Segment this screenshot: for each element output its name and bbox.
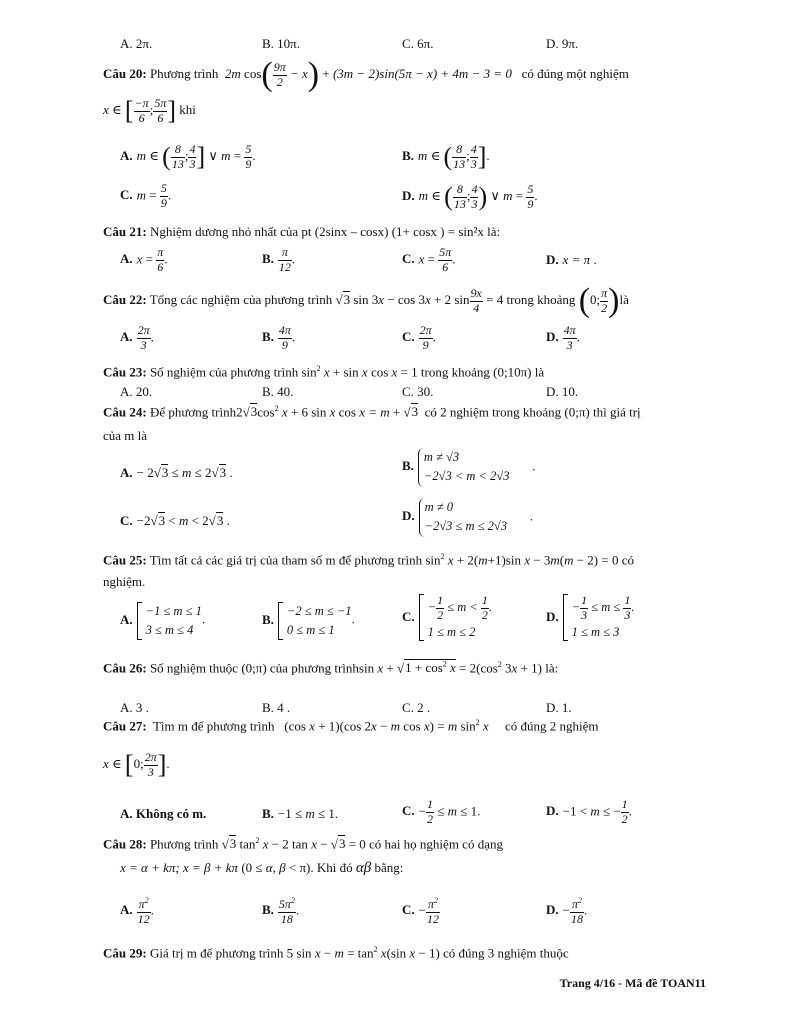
q28-option-c: C. − $\frac{\pi^2}{12}$: [402, 896, 439, 926]
question-29: Câu 29: Giá trị m để phương trình 5 $\sin x - m = \tan^2 x(\sin$ x − 1) có đúng 3 nghiệm thuộc: [103, 945, 569, 961]
q27-option-c: C. − $\frac{1}{2}$ ≤ m ≤ 1.: [402, 797, 481, 826]
q22-option-c: C. $\frac{2\pi}{9}$ .: [402, 323, 436, 352]
q21-option-c: C. x = $\frac{5\pi}{6}$ .: [402, 245, 456, 274]
q26-option-b: B. 4 .: [262, 700, 291, 715]
question-27-domain: x ∈ [0; $\frac{2\pi}{3}$ ].: [103, 749, 170, 779]
page-footer: Trang 4/16 - Mã đề TOAN11: [559, 976, 706, 990]
q24-option-d: D. m ≠ 0 −2√3 ≤ m ≤ 2√3 .: [402, 498, 533, 537]
q20-option-a: A. m ∈ ( $\frac{8}{13}$ ; $\frac{4}{3}$ ] ∨ m = $\frac{5}{9}$ .: [120, 141, 256, 171]
q21-option-a: A. x = $\frac{\pi}{6}$ .: [120, 245, 168, 274]
q20-option-b: B. m ∈ ( $\frac{8}{13}$ ; $\frac{4}{3}$ ].: [402, 141, 490, 171]
q27-option-b: B. −1 ≤ m ≤ 1.: [262, 806, 339, 821]
q21-option-d: D. x = π .: [546, 252, 597, 267]
q24-option-b: B. m ≠ √3 −2√3 < m < 2√3 .: [402, 448, 535, 487]
q23-option-b: B. 40.: [262, 384, 294, 399]
option-c: C. 6π.: [402, 36, 434, 51]
q25-option-c: C. − $\frac{1}{2}$ ≤ m < $\frac{1}{2}$ . 1 ≤ m ≤ 2: [402, 594, 492, 641]
question-25: Câu 25: Tìm tất cả các giá trị của tham số m để phương trình $\sin^2 x + 2(m+1)\sin$ x − 3m(m − 2) = 0 có: [103, 552, 634, 568]
q24-option-a: A. − 2√3 ≤ m ≤ 2√3 .: [120, 465, 233, 480]
q20-option-d: D. m ∈ ( $\frac{8}{13}$ ; $\frac{4}{3}$ ) ∨ m = $\frac{5}{9}$ .: [402, 181, 538, 211]
q23-option-a: A. 20.: [120, 384, 153, 399]
q28-option-a: A. $\frac{\pi^2}{12}$ .: [120, 896, 154, 926]
question-21: Câu 21: Nghiệm dương nhỏ nhất của pt (2sinx – cosx) (1+ cosx ) = sin²x là:: [103, 224, 501, 239]
q28-option-b: B. $\frac{5\pi^2}{18}$ .: [262, 896, 300, 926]
question-28: Câu 28: Phương trình √3 $\tan^2 x - 2$ tan x − √3 = 0 có hai họ nghiệm có dạng: [103, 836, 503, 852]
q25-option-a: A. −1 ≤ m ≤ 1 3 ≤ m ≤ 4 .: [120, 602, 205, 640]
question-22: Câu 22: Tổng các nghiệm của phương trình √3 sin 3x − cos 3x + 2 sin $\frac{9x}{4}$ = 4 trong khoảng (0; $\frac{\pi}{2}$ )là: [103, 282, 629, 319]
q27-option-a: A. Không có m.: [120, 806, 207, 821]
q22-option-d: D. $\frac{4\pi}{3}$ .: [546, 323, 580, 352]
question-20: Câu 20: Phương trình 2m cos( $\frac{9\pi}{2}$ − x) + (3m − 2)sin(5π − x) + 4m − 3 = 0 có đúng một nghiệm: [103, 56, 629, 93]
question-24: Câu 24: Để phương $trình2√3\cos^2$ x + 6 sin x cos x = m + √3 có 2 nghiệm trong khoảng (0;π) thì giá trị: [103, 404, 641, 420]
q26-option-a: A. 3 .: [120, 700, 149, 715]
option-a: A. 2π.: [120, 36, 153, 51]
question-28-line2: x = α + kπ; x = β + kπ (0 ≤ α, β < π). Khi đó αβ bằng:: [120, 860, 404, 876]
question-26: Câu 26: Số nghiệm thuộc (0;π) của phương trìnhsin $x + √1 + \cos^2 x = 2(\cos^2$ 3x + 1) là:: [103, 660, 559, 676]
q22-option-a: A. $\frac{2\pi}{3}$ .: [120, 323, 154, 352]
option-d: D. 9π.: [546, 36, 579, 51]
q22-option-b: B. $\frac{4\pi}{9}$ .: [262, 323, 296, 352]
q20-option-c: C. m = $\frac{5}{9}$ .: [120, 181, 172, 210]
q23-option-d: D. 10.: [546, 384, 579, 399]
question-25-line2: nghiệm.: [103, 574, 146, 589]
question-23: Câu 23: Số nghiệm của phương trình $\sin^2 x + \sin x$ cos x = 1 trong khoảng (0;10π) là: [103, 364, 545, 380]
q23-option-c: C. 30.: [402, 384, 434, 399]
q28-option-d: D. − $\frac{\pi^2}{18}$ .: [546, 896, 588, 926]
q25-option-b: B. −2 ≤ m ≤ −1 0 ≤ m ≤ 1 .: [262, 602, 355, 640]
q21-option-b: B. $\frac{\pi}{12}$ .: [262, 245, 296, 274]
question-27: Câu 27: Tìm m để phương trình (cos x + 1)(cos 2x − m cos x) = m $\sin^2 x$ có đúng 2 nghiệm: [103, 718, 599, 734]
question-20-domain: x ∈ [ $\frac{-\pi}{6}$ ; $\frac{5\pi}{6}$ ] khi: [103, 95, 196, 125]
q26-option-c: C. 2 .: [402, 700, 431, 715]
q27-option-d: D. −1 < m ≤ − $\frac{1}{2}$ .: [546, 797, 632, 826]
question-24-line2: của m là: [103, 428, 148, 443]
q25-option-d: D. − $\frac{1}{3}$ ≤ m ≤ $\frac{1}{3}$ . 1 ≤ m ≤ 3: [546, 594, 634, 641]
q26-option-d: D. 1.: [546, 700, 572, 715]
option-b: B. 10π.: [262, 36, 300, 51]
q24-option-c: C. −2√3 < m < 2√3 .: [120, 513, 230, 528]
